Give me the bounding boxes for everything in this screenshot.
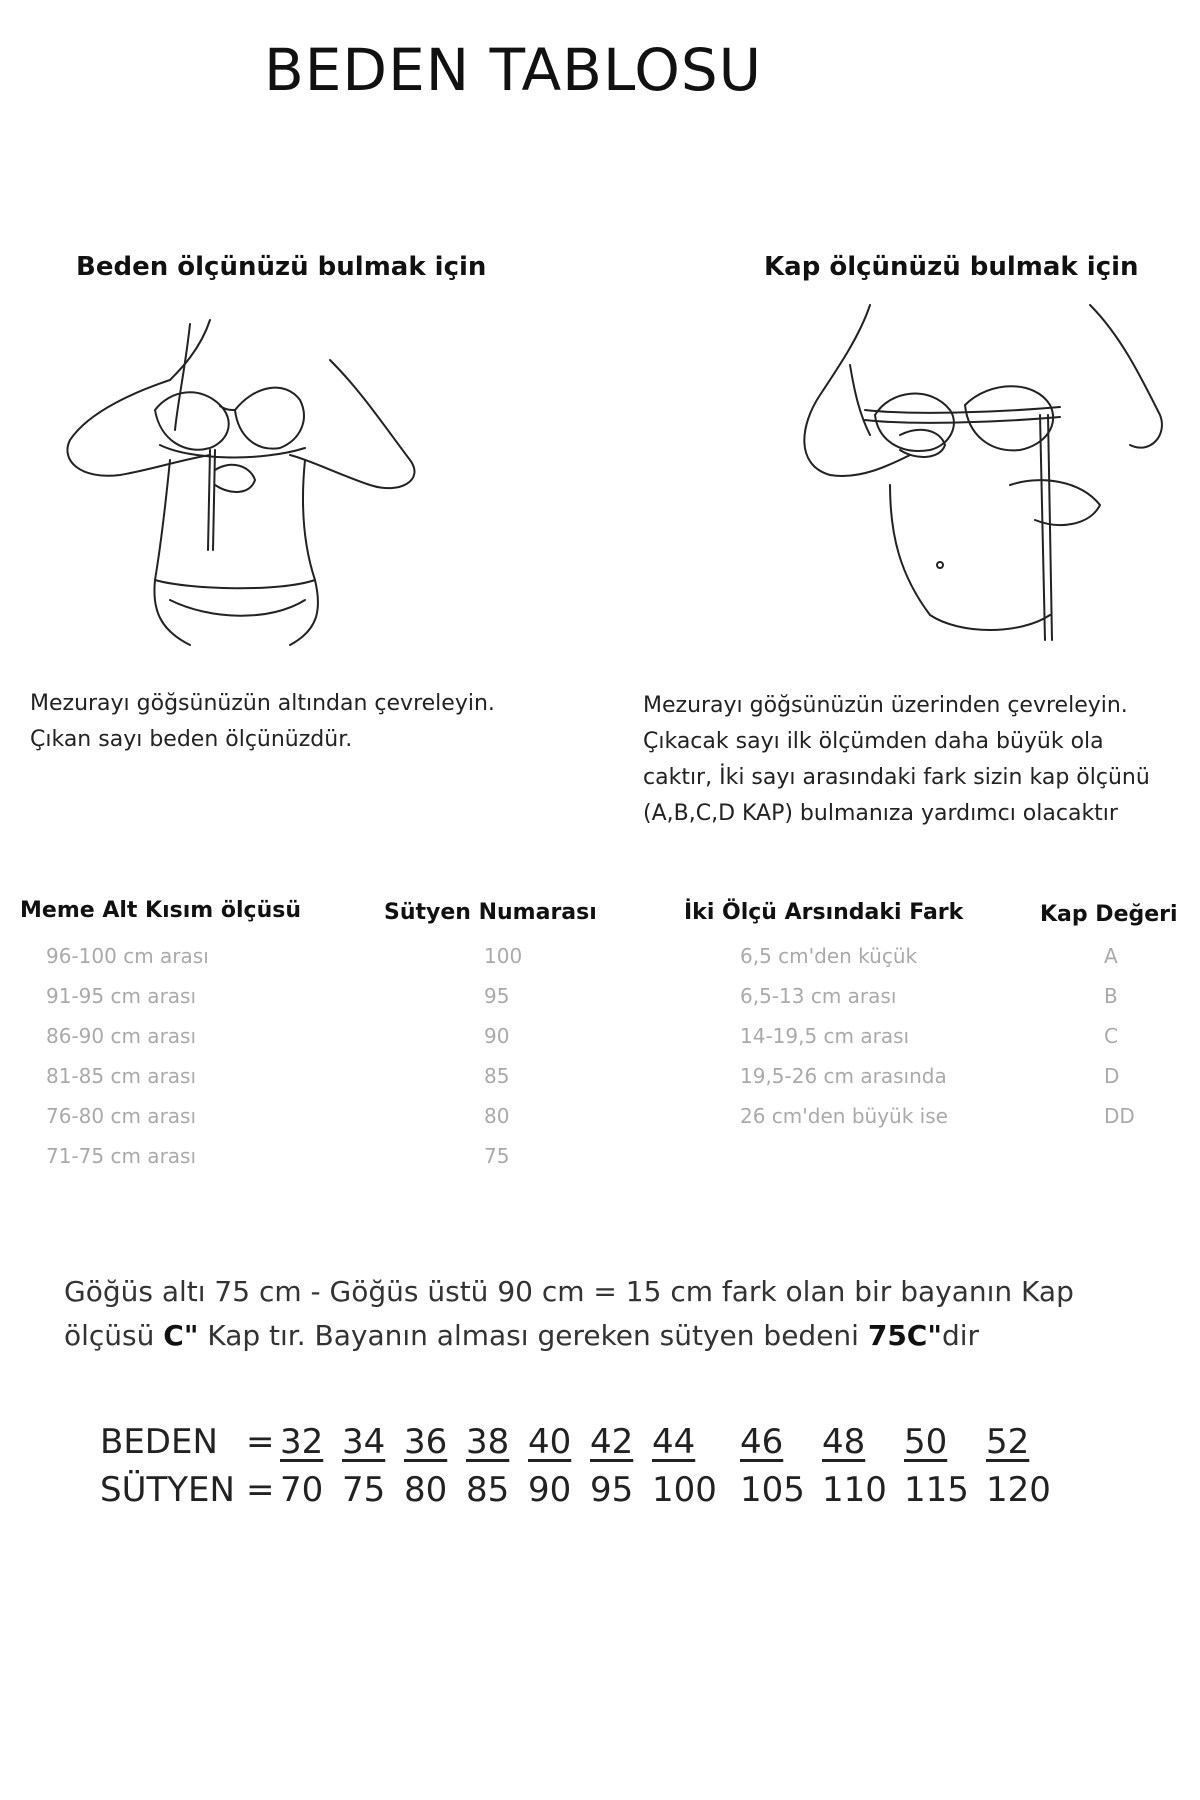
- beden-label: BEDEN: [100, 1422, 218, 1462]
- example-cup-value: C": [163, 1319, 199, 1352]
- sutyen-value: 75: [342, 1470, 386, 1510]
- difference-cell: 14-19,5 cm arası: [740, 1024, 910, 1048]
- beden-value: 52: [986, 1422, 1030, 1462]
- beden-value: 36: [404, 1422, 448, 1462]
- instruction-line: Mezurayı göğsünüzün üzerinden çevreleyin.: [643, 693, 1128, 718]
- instruction-line: Çıkan sayı beden ölçünüzdür.: [30, 727, 353, 752]
- bra-number-cell: 95: [484, 984, 510, 1008]
- difference-cell: 6,5-13 cm arası: [740, 984, 897, 1008]
- over-bust-measure-illustration: [790, 295, 1170, 645]
- header-difference: İki Ölçü Arsındaki Fark: [684, 900, 964, 925]
- bra-number-cell: 80: [484, 1104, 510, 1128]
- sutyen-value: 90: [528, 1470, 572, 1510]
- instruction-line: (A,B,C,D KAP) bulmanıza yardımcı olacaktır: [643, 801, 1118, 826]
- cup-cell: DD: [1104, 1104, 1135, 1128]
- size-measure-heading: Beden ölçünüzü bulmak için: [76, 252, 487, 282]
- example-text-part: dir: [941, 1319, 980, 1352]
- sutyen-value: 120: [986, 1470, 1051, 1510]
- header-bra-number: Sütyen Numarası: [384, 900, 597, 925]
- difference-cell: 19,5-26 cm arasında: [740, 1064, 947, 1088]
- page-title: BEDEN TABLOSU: [264, 36, 763, 104]
- beden-value: 50: [904, 1422, 948, 1462]
- beden-value: 38: [466, 1422, 510, 1462]
- beden-value: 40: [528, 1422, 572, 1462]
- header-under-bust: Meme Alt Kısım ölçüsü: [20, 898, 301, 923]
- equals-sign: =: [246, 1422, 275, 1462]
- beden-value: 42: [590, 1422, 634, 1462]
- size-range-cell: 96-100 cm arası: [46, 944, 209, 968]
- beden-value: 46: [740, 1422, 784, 1462]
- sutyen-value: 95: [590, 1470, 634, 1510]
- cup-cell: D: [1104, 1064, 1120, 1088]
- size-range-cell: 81-85 cm arası: [46, 1064, 197, 1088]
- beden-value: 48: [822, 1422, 866, 1462]
- sutyen-value: 80: [404, 1470, 448, 1510]
- bra-number-cell: 85: [484, 1064, 510, 1088]
- sutyen-label: SÜTYEN: [100, 1470, 235, 1510]
- difference-cell: 6,5 cm'den küçük: [740, 944, 918, 968]
- beden-value: 32: [280, 1422, 324, 1462]
- sutyen-value: 70: [280, 1470, 324, 1510]
- header-cup: Kap Değeri: [1040, 902, 1178, 927]
- cup-measure-heading: Kap ölçünüzü bulmak için: [764, 252, 1139, 282]
- difference-cell: 26 cm'den büyük ise: [740, 1104, 948, 1128]
- example-text: [64, 1270, 1074, 1358]
- instruction-line: Mezurayı göğsünüzün altından çevreleyin.: [30, 691, 495, 716]
- example-line-1: Göğüs altı 75 cm - Göğüs üstü 90 cm = 15 cm fark olan bir bayanın Kap: [64, 1275, 1074, 1308]
- sutyen-value: 100: [652, 1470, 717, 1510]
- cup-cell: C: [1104, 1024, 1118, 1048]
- instruction-line: Çıkacak sayı ilk ölçümden daha büyük ola: [643, 729, 1104, 754]
- size-range-cell: 71-75 cm arası: [46, 1144, 197, 1168]
- sutyen-value: 105: [740, 1470, 805, 1510]
- cup-cell: A: [1104, 944, 1118, 968]
- sutyen-value: 85: [466, 1470, 510, 1510]
- bra-number-cell: 75: [484, 1144, 510, 1168]
- cup-measure-instructions: [643, 688, 1150, 832]
- under-bust-measure-illustration: [60, 310, 440, 650]
- size-measure-instructions: [30, 686, 495, 758]
- equals-sign: =: [246, 1470, 275, 1510]
- sutyen-value: 110: [822, 1470, 887, 1510]
- cup-cell: B: [1104, 984, 1118, 1008]
- beden-value: 44: [652, 1422, 696, 1462]
- beden-value: 34: [342, 1422, 386, 1462]
- bra-number-cell: 100: [484, 944, 523, 968]
- example-size-value: 75C": [867, 1319, 942, 1352]
- instruction-line: caktır, İki sayı arasındaki fark sizin kap ölçünü: [643, 765, 1150, 790]
- sutyen-value: 115: [904, 1470, 969, 1510]
- example-text-part: Kap tır. Bayanın alması gereken sütyen bedeni: [198, 1319, 868, 1352]
- size-range-cell: 91-95 cm arası: [46, 984, 197, 1008]
- example-text-part: ölçüsü: [64, 1319, 164, 1352]
- example-line-2: [64, 1314, 1074, 1358]
- size-range-cell: 76-80 cm arası: [46, 1104, 197, 1128]
- bra-number-cell: 90: [484, 1024, 510, 1048]
- size-range-cell: 86-90 cm arası: [46, 1024, 197, 1048]
